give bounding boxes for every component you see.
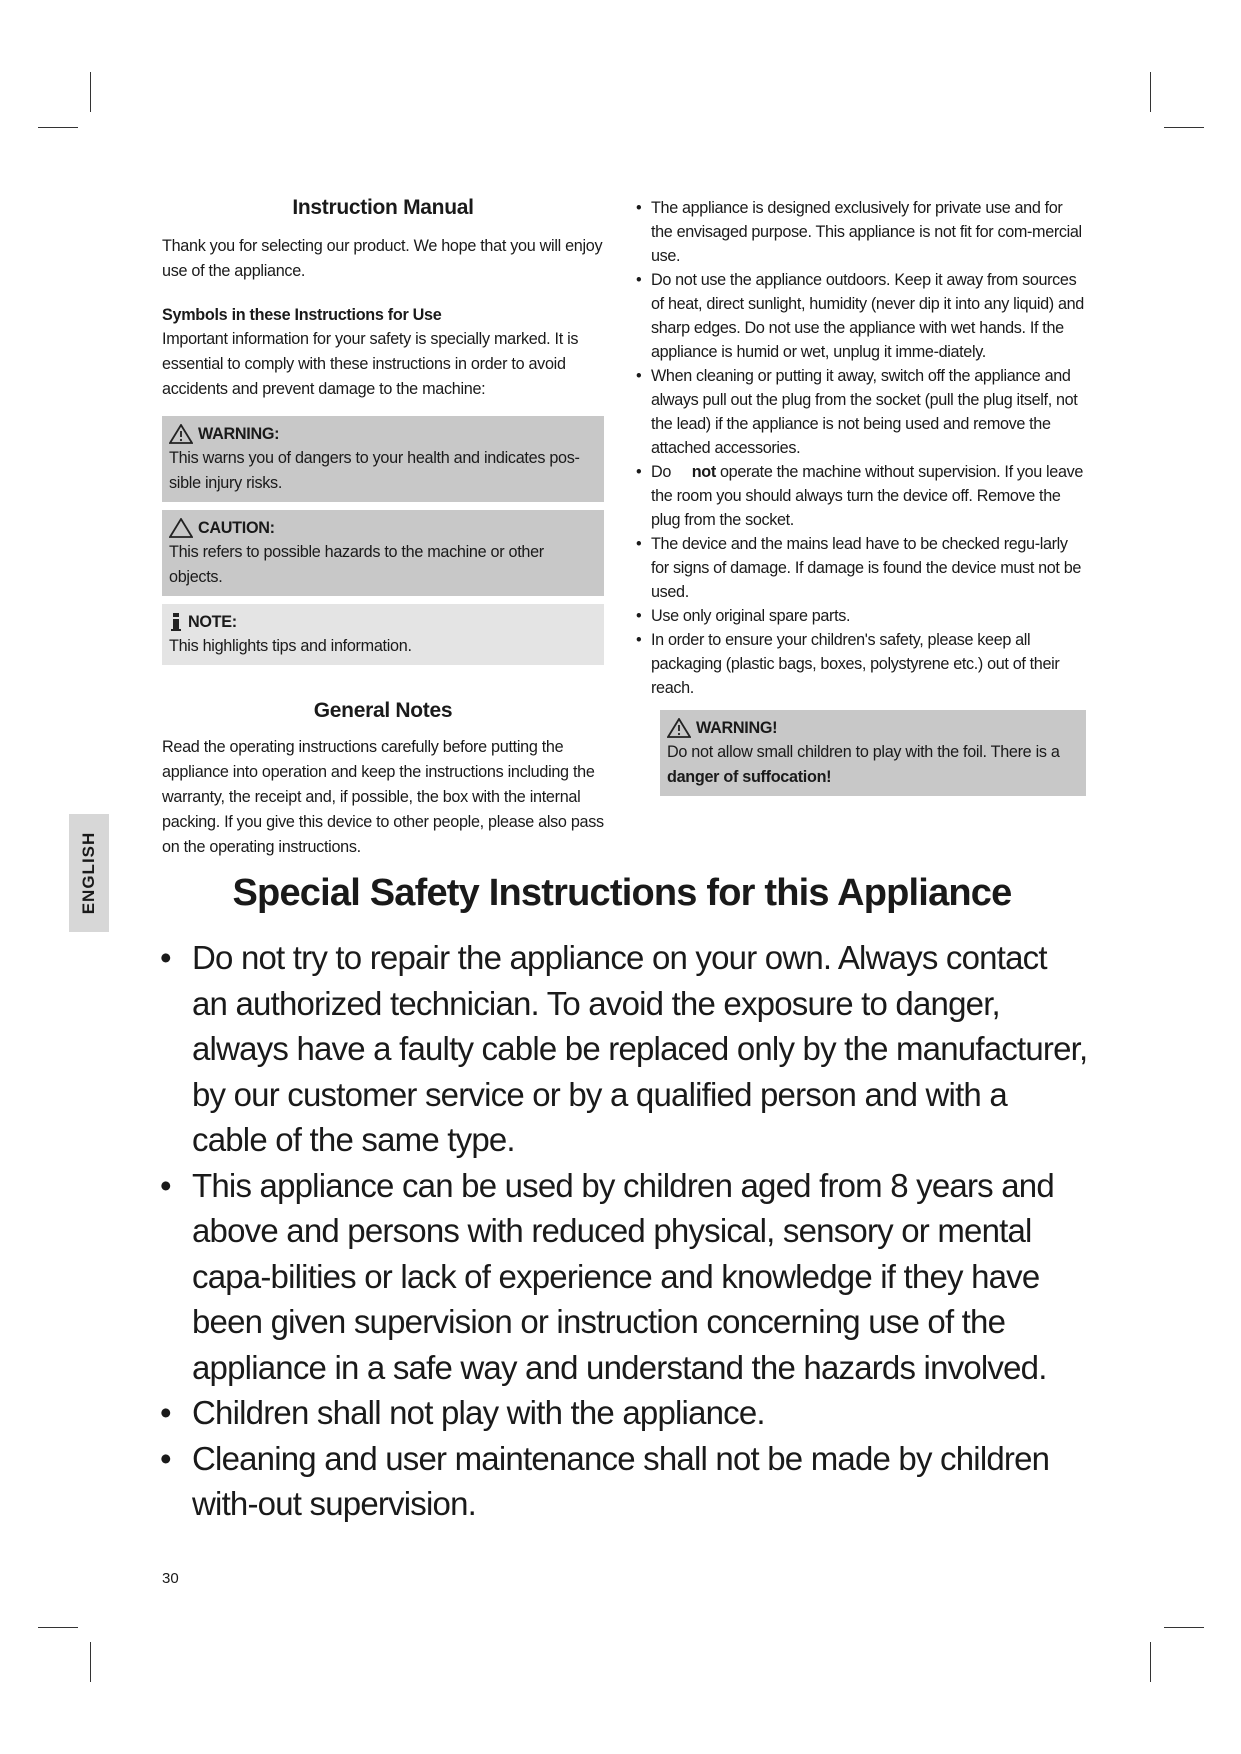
list-item: • Do not use the appliance outdoors. Keep it away from sources of heat, direct sunlight, humidity (never dip it into any liquid) and sharp edges. Do not use the appliance with wet hands. If the appliance is humid or wet, unplug it imme-diately. bbox=[636, 271, 1084, 361]
general-notes-title: General Notes bbox=[313, 699, 453, 722]
caution-box bbox=[162, 510, 604, 596]
warning-text: This warns you of dangers to your health and indicates pos-sible injury risks. bbox=[169, 449, 580, 492]
crop-mark bbox=[1164, 1627, 1204, 1628]
crop-mark bbox=[38, 127, 78, 128]
caution-label: CAUTION: bbox=[198, 519, 275, 537]
foil-warning-label: WARNING! bbox=[696, 719, 778, 737]
warning-triangle-icon bbox=[667, 718, 691, 738]
list-item: • Cleaning and user maintenance shall not be made by children with-out supervision. bbox=[160, 1439, 1050, 1522]
foil-warning-box bbox=[660, 710, 1086, 796]
page-number: 30 bbox=[162, 1570, 179, 1587]
warning-triangle-icon bbox=[169, 424, 193, 444]
right-column bbox=[636, 196, 1086, 796]
list-item: • The appliance is designed exclusively for private use and for the envisaged purpose. This appliance is not fit for com-mercial use. bbox=[636, 199, 1082, 265]
list-item: • Do not operate the machine without supervision. If you leave the room you should always turn the device off. Remove the plug from the socket. bbox=[636, 463, 1084, 529]
intro-text: Thank you for selecting our product. We hope that you will enjoy use of the appliance. bbox=[162, 237, 603, 280]
language-tab bbox=[69, 814, 109, 932]
crop-mark bbox=[90, 72, 91, 112]
note-label: NOTE: bbox=[188, 613, 237, 631]
list-item: • Do not try to repair the appliance on your own. Always contact an authorized technician. To avoid the exposure to danger, always have a faulty cable be replaced only by the manufacturer, by our customer service or by a qualified person and with a cable of the same type. bbox=[160, 939, 1088, 1158]
info-icon bbox=[169, 612, 183, 632]
special-safety-list bbox=[160, 935, 1090, 1527]
safety-list bbox=[636, 196, 1086, 700]
crop-mark bbox=[1164, 127, 1204, 128]
list-item: • The device and the mains lead have to be checked regu-larly for signs of damage. If damage is found the device must not be used. bbox=[636, 535, 1082, 601]
symbols-text: Important information for your safety is specially marked. It is essential to comply with these instructions in order to avoid accidents and prevent damage to the machine: bbox=[162, 330, 579, 398]
left-column bbox=[162, 196, 604, 860]
list-item: • In order to ensure your children's safety, please keep all packaging (plastic bags, boxes, polystyrene etc.) out of their reach. bbox=[636, 631, 1060, 697]
caution-triangle-icon bbox=[169, 518, 193, 538]
list-item: • Use only original spare parts. bbox=[636, 607, 851, 625]
special-safety-title: Special Safety Instructions for this Appliance bbox=[232, 872, 1012, 914]
note-text: This highlights tips and information. bbox=[169, 637, 412, 655]
crop-mark bbox=[1150, 72, 1151, 112]
warning-label: WARNING: bbox=[198, 425, 280, 443]
note-box bbox=[162, 604, 604, 665]
crop-mark bbox=[38, 1627, 78, 1628]
foil-warning-text: Do not allow small children to play with the foil. There is a danger of suffocation! bbox=[667, 743, 1060, 786]
list-item: • When cleaning or putting it away, switch off the appliance and always pull out the plug from the socket (pull the plug itself, not the lead) if the appliance is not being used and remove the attached accessories. bbox=[636, 367, 1078, 457]
warning-box bbox=[162, 416, 604, 502]
caution-text: This refers to possible hazards to the machine or other objects. bbox=[169, 543, 544, 586]
language-tab-label: ENGLISH bbox=[79, 831, 98, 915]
list-item: • This appliance can be used by children aged from 8 years and above and persons with reduced physical, sensory or mental capa-bilities or lack of experience and knowledge if they have been given supervision or instruction concerning use of the appliance in a safe way and understand the hazards involved. bbox=[160, 1166, 1054, 1386]
general-notes-text: Read the operating instructions carefully before putting the appliance into operation and keep the instructions including the warranty, the receipt and, if possible, the box with the internal packing. If you give this device to other people, please also pass on the operating instructions. bbox=[162, 738, 604, 856]
manual-title: Instruction Manual bbox=[292, 196, 474, 219]
crop-mark bbox=[90, 1642, 91, 1682]
list-item: • Children shall not play with the appliance. bbox=[160, 1394, 765, 1431]
crop-mark bbox=[1150, 1642, 1151, 1682]
symbols-heading: Symbols in these Instructions for Use bbox=[162, 306, 442, 324]
